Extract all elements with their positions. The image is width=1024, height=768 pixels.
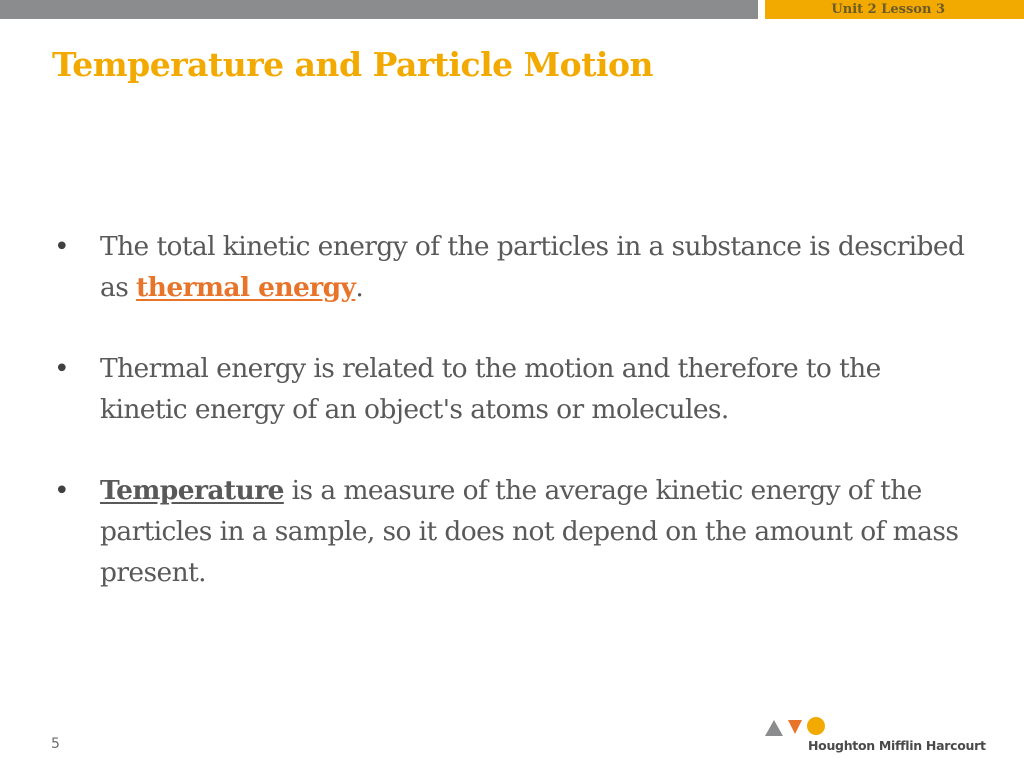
temperature-term: Temperature (100, 475, 284, 506)
bullet-text: The total kinetic energy of the particles in a substance is described as (100, 231, 965, 303)
bullet-item-temperature (54, 470, 974, 593)
publisher-logo (765, 716, 1005, 756)
lesson-label: Unit 2 Lesson 3 (831, 2, 945, 17)
hmh-logo-icon (765, 716, 829, 738)
bullet-item-thermal-energy (54, 226, 974, 308)
bullet-text-end: . (355, 272, 364, 303)
bullet-text: Thermal energy is related to the motion and therefore to the kinetic energy of an object's atoms or molecules. (100, 353, 881, 425)
page-number: 5 (51, 736, 60, 752)
bullet-list (54, 226, 974, 633)
bullet-icon: • (54, 475, 70, 506)
bullet-text: is a measure of the average kinetic energy of the particles in a sample, so it does not depend on the amount of mass present. (100, 475, 959, 588)
publisher-name: Houghton Mifflin Harcourt (808, 738, 986, 753)
slide-title: Temperature and Particle Motion (52, 45, 653, 84)
top-bar-gray (0, 0, 758, 19)
bullet-icon: • (54, 231, 70, 262)
bullet-item-kinetic-energy (54, 348, 974, 430)
bullet-icon: • (54, 353, 70, 384)
thermal-energy-term: thermal energy (136, 272, 356, 303)
